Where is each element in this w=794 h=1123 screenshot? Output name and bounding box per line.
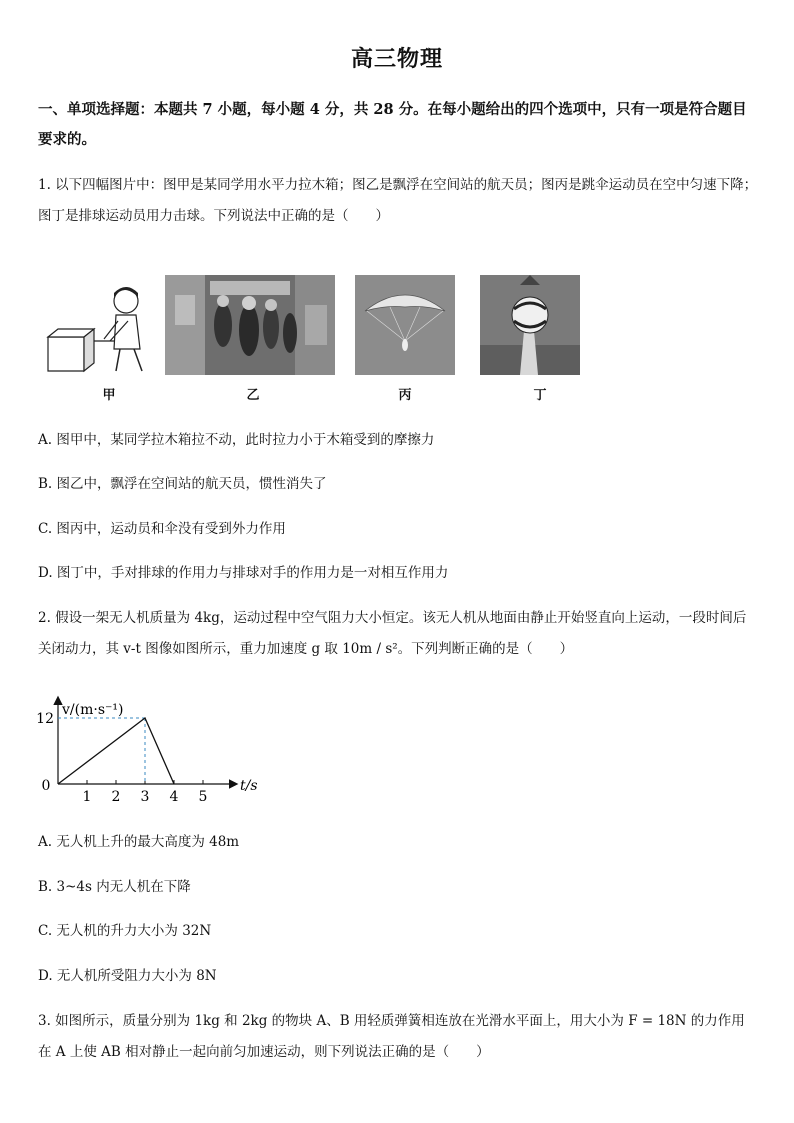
question-2-option-d: D. 无人机所受阻力大小为 8N (38, 968, 217, 984)
question-1-option-c: C. 图丙中，运动员和伞没有受到外力作用 (38, 521, 286, 537)
section-heading: 一、单项选择题：本题共 7 小题，每小题 4 分，共 28 分。在每小题给出的四个选项中，只有一项是符合题目要求的。 (38, 101, 747, 148)
question-1-option-d: D. 图丁中，手对排球的作用力与排球对手的作用力是一对相互作用力 (38, 565, 449, 581)
question-1-stem: 1. 以下四幅图片中：图甲是某同学用水平力拉木箱；图乙是飘浮在空间站的航天员；图丙是跳伞运动员在空中匀速下降；图丁是排球运动员用力击球。下列说法中正确的是（ ） (38, 177, 758, 224)
question-1-option-a: A. 图甲中，某同学拉木箱拉不动，此时拉力小于木箱受到的摩擦力 (38, 432, 435, 448)
x-tick-label-2: 2 (111, 789, 121, 805)
vt-series-line (58, 718, 174, 784)
question-2-stem: 2. 假设一架无人机质量为 4kg，运动过程中空气阻力大小恒定。该无人机从地面由静止开始竖直向上运动，一段时间后关闭动力，其 v-t 图像如图所示，重力加速度 g 取 10m / s²。下列判断正确的是（ ） (38, 610, 747, 657)
question-2-option-a: A. 无人机上升的最大高度为 48m (38, 834, 240, 850)
y-tick-label-12: 12 (36, 711, 54, 727)
x-tick-label-4: 4 (169, 789, 179, 805)
x-axis-label: t/s (240, 778, 258, 794)
page-title: 高三物理 (350, 46, 443, 72)
figure-bing-photo (355, 275, 455, 375)
figure-caption-bing: 丙 (398, 388, 412, 403)
figure-caption-yi: 乙 (246, 388, 260, 403)
figure-yi-photo (165, 275, 335, 375)
question-2-option-c: C. 无人机的升力大小为 32N (38, 923, 212, 939)
figure-ding-photo (480, 275, 580, 375)
figure-jia-drawing (44, 275, 154, 375)
question-2-option-b: B. 3~4s 内无人机在下降 (38, 879, 191, 895)
y-axis-label: v/(m·s⁻¹) (62, 702, 124, 718)
figure-caption-ding: 丁 (533, 388, 547, 403)
x-tick-label-5: 5 (198, 789, 208, 805)
vt-graph (36, 692, 276, 807)
origin-label: 0 (41, 778, 51, 794)
figure-caption-jia: 甲 (102, 388, 116, 403)
x-tick-label-1: 1 (82, 789, 92, 805)
question-1-option-b: B. 图乙中，飘浮在空间站的航天员，惯性消失了 (38, 476, 327, 492)
question-3-stem: 3. 如图所示，质量分别为 1kg 和 2kg 的物块 A、B 用轻质弹簧相连放在光滑水平面上，用大小为 F = 18N 的力作用在 A 上使 AB 相对静止一起向前匀加速运动，则下列说法正确的是（ ） (38, 1013, 745, 1060)
x-tick-label-3: 3 (140, 789, 150, 805)
